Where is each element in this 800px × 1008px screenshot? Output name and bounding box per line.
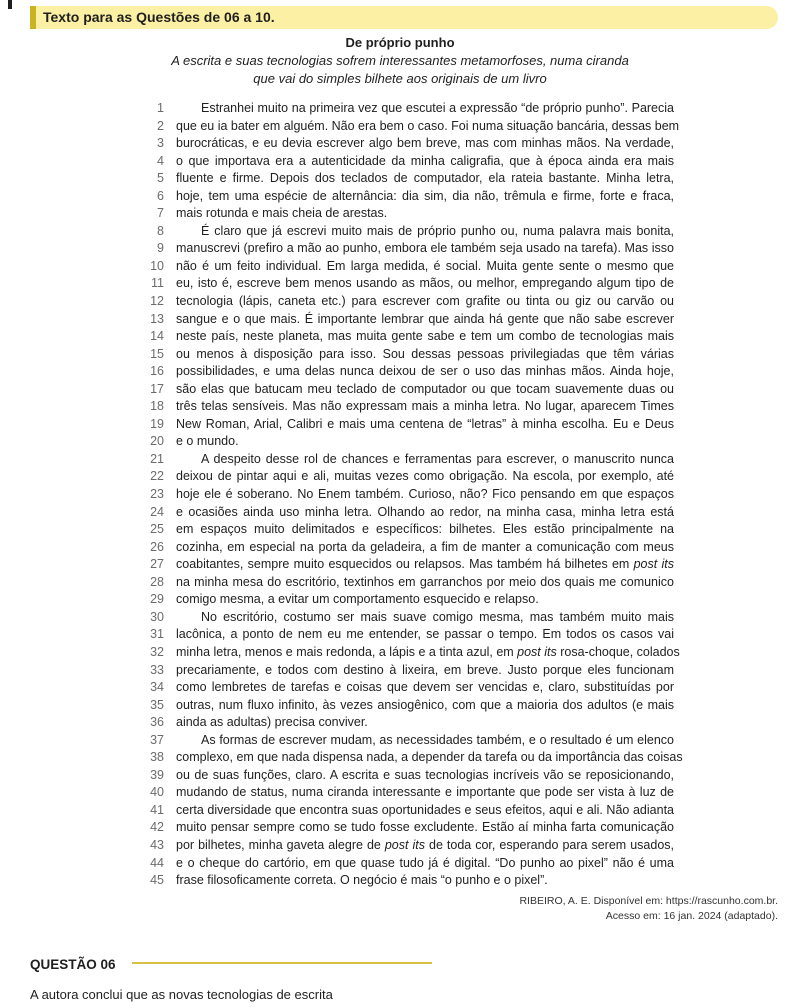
text-line	[0, 293, 800, 311]
line-text	[176, 223, 674, 241]
text-line	[0, 468, 800, 486]
line-text	[176, 311, 674, 329]
line-text	[176, 679, 674, 697]
line-text-part: na minha mesa do escritório, textinhos em garranchos por meio dos quais me comunico	[176, 574, 674, 589]
line-text	[176, 626, 674, 644]
line-text-part: certa diversidade que encontra suas oportunidades e seus efeitos, aqui e ali. Não adianta	[176, 802, 674, 817]
line-text-part: lacônica, a ponto de nem eu me entender, se passar o tempo. Em todos os casos vai	[176, 627, 674, 642]
line-text	[176, 328, 674, 346]
text-line	[0, 118, 800, 136]
line-text-part: deixou de pintar aqui e ali, muitas vezes como obrigação. Na escola, por exemplo, até	[176, 469, 674, 484]
line-text	[176, 170, 674, 188]
line-text	[176, 381, 674, 399]
line-text	[176, 556, 674, 574]
numbered-text-body	[0, 100, 800, 890]
line-number: 38	[150, 750, 164, 765]
line-text	[176, 363, 674, 381]
line-number: 25	[150, 522, 164, 537]
text-title: De próprio punho	[345, 35, 455, 50]
line-text	[176, 732, 674, 750]
line-text	[176, 767, 674, 785]
corner-mark	[8, 0, 12, 9]
text-line	[0, 697, 800, 715]
line-text-part: e ocasiões ainda uso minha letra. Olhando ao redor, na minha casa, minha letra está	[176, 504, 674, 519]
line-text-part: hoje ele é soberano. No Enem também. Curioso, não? Fico pensando em que espaços	[176, 487, 674, 502]
line-text-part: cozinha, em especial na porta da geladeira, a fim de manter a comunicação com meus	[176, 539, 674, 554]
text-line	[0, 486, 800, 504]
text-line	[0, 574, 800, 592]
line-text	[176, 714, 674, 732]
text-line	[0, 609, 800, 627]
line-text	[176, 855, 674, 873]
line-text-part: fluente e firme. Depois dos teclados de computador, ela rateia bastante. Minha letra,	[176, 171, 674, 186]
line-number: 23	[150, 487, 164, 502]
line-text	[176, 293, 674, 311]
text-line	[0, 556, 800, 574]
line-number: 37	[150, 732, 164, 747]
question-divider	[132, 962, 432, 964]
line-text	[176, 433, 674, 451]
text-line	[0, 153, 800, 171]
line-text	[176, 644, 680, 662]
line-number: 1	[157, 101, 164, 115]
line-number: 21	[150, 451, 164, 466]
access-date: Acesso em: 16 jan. 2024 (adaptado).	[605, 910, 778, 922]
line-text	[176, 100, 674, 118]
line-text	[176, 240, 674, 258]
line-text	[176, 275, 674, 293]
line-number: 24	[150, 504, 164, 519]
text-line	[0, 346, 800, 364]
line-text-part: o que importava era a autenticidade da minha caligrafia, que à época ainda era mais	[176, 153, 674, 168]
text-line	[0, 311, 800, 329]
line-number: 6	[157, 188, 164, 203]
text-line	[0, 258, 800, 276]
text-line	[0, 416, 800, 434]
header-accent-bar	[30, 6, 36, 29]
line-text	[176, 118, 680, 136]
line-number: 44	[150, 855, 164, 870]
line-number: 9	[157, 241, 164, 256]
line-number: 26	[150, 539, 164, 554]
line-number: 15	[150, 346, 164, 361]
line-number: 27	[150, 557, 164, 572]
text-line	[0, 539, 800, 557]
line-text-part: tecnologia (lápis, caneta etc.) para escrever com grafite ou tinta ou giz ou carvão ou	[176, 294, 674, 309]
text-line	[0, 205, 800, 223]
line-text	[176, 504, 674, 522]
line-number: 11	[151, 276, 164, 291]
line-text	[176, 486, 674, 504]
line-text	[176, 574, 674, 592]
question-stem: A autora conclui que as novas tecnologias de escrita	[30, 987, 333, 1002]
line-text-part: No escritório, costumo ser mais suave comigo mesma, mas também muito mais	[201, 609, 674, 624]
line-text	[176, 188, 674, 206]
text-line	[0, 679, 800, 697]
line-number: 39	[150, 767, 164, 782]
line-number: 40	[150, 785, 164, 800]
line-number: 13	[150, 311, 164, 326]
line-text	[176, 609, 674, 627]
line-number: 43	[150, 837, 164, 852]
text-line	[0, 433, 800, 451]
line-text	[176, 697, 674, 715]
line-italic-term: post its	[633, 557, 674, 572]
text-line	[0, 521, 800, 539]
line-text-part: As formas de escrever mudam, as necessidades também, e o resultado é um elenco	[201, 732, 674, 747]
line-text-part: ou de suas funções, claro. A escrita e suas tecnologias incríveis vão se reposicionando,	[176, 767, 674, 782]
line-text-part: ainda as adultas) precisa conviver.	[176, 715, 368, 730]
line-text-part: eu, isto é, escreve bem menos usando as mãos, ou melhor, empregando algum tipo de	[176, 276, 674, 291]
line-text	[176, 346, 674, 364]
line-number: 42	[150, 820, 164, 835]
line-number: 28	[150, 574, 164, 589]
line-text	[176, 662, 674, 680]
text-line	[0, 223, 800, 241]
line-text	[176, 416, 674, 434]
line-text-part: precariamente, e todos com destino à lixeira, em breve. Justo porque eles funcionam	[176, 662, 674, 677]
text-line	[0, 714, 800, 732]
text-line	[0, 732, 800, 750]
line-number: 2	[157, 118, 164, 133]
line-text	[176, 591, 674, 609]
text-line	[0, 872, 800, 890]
section-header	[30, 6, 778, 29]
text-line	[0, 188, 800, 206]
line-number: 29	[150, 592, 164, 607]
line-text-part: mais rotunda e mais cheia de arestas.	[176, 206, 388, 221]
line-text-part: e o mundo.	[176, 434, 239, 449]
line-text	[176, 539, 674, 557]
line-text-part: frase filosoficamente correta. O negócio é mais “o punho e o pixel”.	[176, 873, 548, 888]
text-line	[0, 855, 800, 873]
line-number: 45	[150, 873, 164, 888]
line-text-part: em espaços muito delimitados e específicos: bilhetes. Eles estão principalmente na	[176, 522, 674, 537]
line-text	[176, 872, 674, 890]
line-text	[176, 258, 674, 276]
line-text	[176, 802, 674, 820]
line-text-part: não é um feito individual. Em larga medida, é social. Muita gente sente o mesmo que	[176, 258, 674, 273]
line-text	[176, 837, 674, 855]
text-line	[0, 100, 800, 118]
line-number: 22	[150, 469, 164, 484]
text-line	[0, 802, 800, 820]
line-number: 5	[157, 171, 164, 186]
line-number: 16	[150, 364, 164, 379]
line-number: 8	[157, 223, 164, 238]
line-number: 34	[150, 680, 164, 695]
line-text	[176, 451, 674, 469]
line-text-part: são elas que batucam meu teclado de computador ou que tocam suavemente duas ou	[176, 381, 674, 396]
section-header-label: Texto para as Questões de 06 a 10.	[43, 9, 275, 25]
text-line	[0, 275, 800, 293]
line-text-part: mudando de status, numa ciranda interessante e importante que pode ser vista à luz de	[176, 785, 674, 800]
line-text-part: comigo mesma, a evitar um comportamento esquecido e relapso.	[176, 592, 539, 607]
line-text-part: manuscrevi (prefiro a mão ao punho, embora ele também seja usado na tarefa). Mas isso	[176, 241, 674, 256]
line-text	[176, 398, 674, 416]
text-line	[0, 451, 800, 469]
line-text	[176, 749, 683, 767]
line-text	[176, 819, 674, 837]
line-text-part: É claro que já escrevi muito mais de próprio punho ou, numa palavra mais bonita,	[201, 223, 674, 238]
line-text-part: por bilhetes, minha gaveta alegre de	[176, 837, 385, 852]
text-line	[0, 381, 800, 399]
line-text-part: burocráticas, e eu devia escrever algo bem breve, mas com minhas mãos. Na verdade,	[176, 136, 674, 151]
text-line	[0, 328, 800, 346]
text-line	[0, 591, 800, 609]
line-number: 17	[150, 381, 164, 396]
line-text-part: e o cheque do cartório, em que quase tudo já é digital. “Do punho ao pixel” não é uma	[176, 855, 674, 870]
line-text-part: minha letra, menos e mais redonda, a lápis e a tinta azul, em	[176, 644, 518, 659]
line-text-part: coabitantes, sempre muito esquecidos ou relapsos. Mas também há bilhetes em	[176, 557, 634, 572]
line-text	[176, 205, 674, 223]
line-text-part: neste país, neste planeta, mas muita gente sabe e tem um combo de tecnologias mais	[176, 329, 674, 344]
line-text-part: ou menos à disposição para isso. Sou dessas pessoas privilegiadas que têm várias	[176, 346, 674, 361]
text-line	[0, 837, 800, 855]
text-line	[0, 784, 800, 802]
text-line	[0, 504, 800, 522]
line-number: 14	[150, 329, 164, 344]
line-text-part: de toda cor, esperando para serem usados,	[425, 837, 674, 852]
line-number: 19	[150, 416, 164, 431]
line-text-part: como lembretes de tarefas e coisas que devem ser vencidas e, claro, substituídas por	[176, 680, 674, 695]
line-italic-term: post its	[517, 644, 557, 659]
text-line	[0, 819, 800, 837]
text-line	[0, 398, 800, 416]
subtitle-line-2: que vai do simples bilhete aos originais de um livro	[253, 70, 547, 86]
line-text	[176, 153, 674, 171]
text-line	[0, 767, 800, 785]
line-number: 30	[150, 609, 164, 624]
text-line	[0, 662, 800, 680]
line-number: 32	[150, 644, 164, 659]
subtitle-line-1: A escrita e suas tecnologias sofrem interessantes metamorfoses, numa ciranda	[171, 53, 629, 68]
text-subtitle	[160, 52, 640, 87]
text-line	[0, 749, 800, 767]
line-text	[176, 468, 674, 486]
line-number: 35	[150, 697, 164, 712]
line-text-part: A despeito desse rol de chances e ferramentas para escrever, o manuscrito nunca	[201, 451, 674, 466]
line-text-part: possibilidades, e uma delas nunca deixou de ser o uso das minhas mãos. Ainda hoje,	[176, 364, 674, 379]
line-number: 33	[150, 662, 164, 677]
line-number: 12	[150, 294, 164, 309]
line-text-part: três telas sensíveis. Mas não expressam mais a minha letra. No lugar, aparecem Times	[176, 399, 674, 414]
line-text-part: sangue e o que mais. É importante lembrar que ainda há gente que não sabe escrever	[176, 311, 674, 326]
text-line	[0, 644, 800, 662]
line-text-part: rosa-choque, colados	[556, 644, 680, 659]
line-number: 31	[150, 627, 164, 642]
line-number: 18	[150, 399, 164, 414]
text-line	[0, 363, 800, 381]
line-italic-term: post its	[384, 837, 425, 852]
line-text-part: muito pensar sempre como se tudo fosse excludente. Estão aí minha farta comunicação	[176, 820, 674, 835]
text-line	[0, 135, 800, 153]
text-line	[0, 240, 800, 258]
line-text-part: que eu ia bater em alguém. Não era bem o caso. Foi numa situação bancária, dessas bem	[176, 118, 680, 133]
text-line	[0, 170, 800, 188]
line-number: 41	[150, 802, 164, 817]
line-number: 20	[150, 434, 164, 449]
line-number: 3	[157, 136, 164, 151]
line-text-part: New Roman, Arial, Calibri e mais uma centena de “letras” à minha escolha. Eu e Deus	[176, 416, 674, 431]
source-reference: RIBEIRO, A. E. Disponível em: https://rascunho.com.br.	[519, 895, 778, 907]
line-number: 10	[150, 258, 164, 273]
line-number: 36	[150, 715, 164, 730]
line-number: 7	[157, 206, 164, 221]
line-text-part: outras, num fluxo infinito, às vezes ansiogênico, com que a maioria dos adultos (e mais	[176, 697, 674, 712]
line-text-part: Estranhei muito na primeira vez que escutei a expressão “de próprio punho”. Parecia	[201, 101, 674, 115]
line-text	[176, 784, 674, 802]
text-line	[0, 626, 800, 644]
line-text	[176, 135, 674, 153]
line-text	[176, 521, 674, 539]
line-text-part: hoje, tem uma espécie de alternância: dia sim, dia não, trêmula e firme, forte e fraca,	[176, 188, 674, 203]
line-number: 4	[157, 153, 164, 168]
line-text-part: complexo, em que nada dispensa nada, a depender da tarefa ou da importância das coisas	[176, 750, 683, 765]
question-label: QUESTÃO 06	[30, 957, 116, 972]
